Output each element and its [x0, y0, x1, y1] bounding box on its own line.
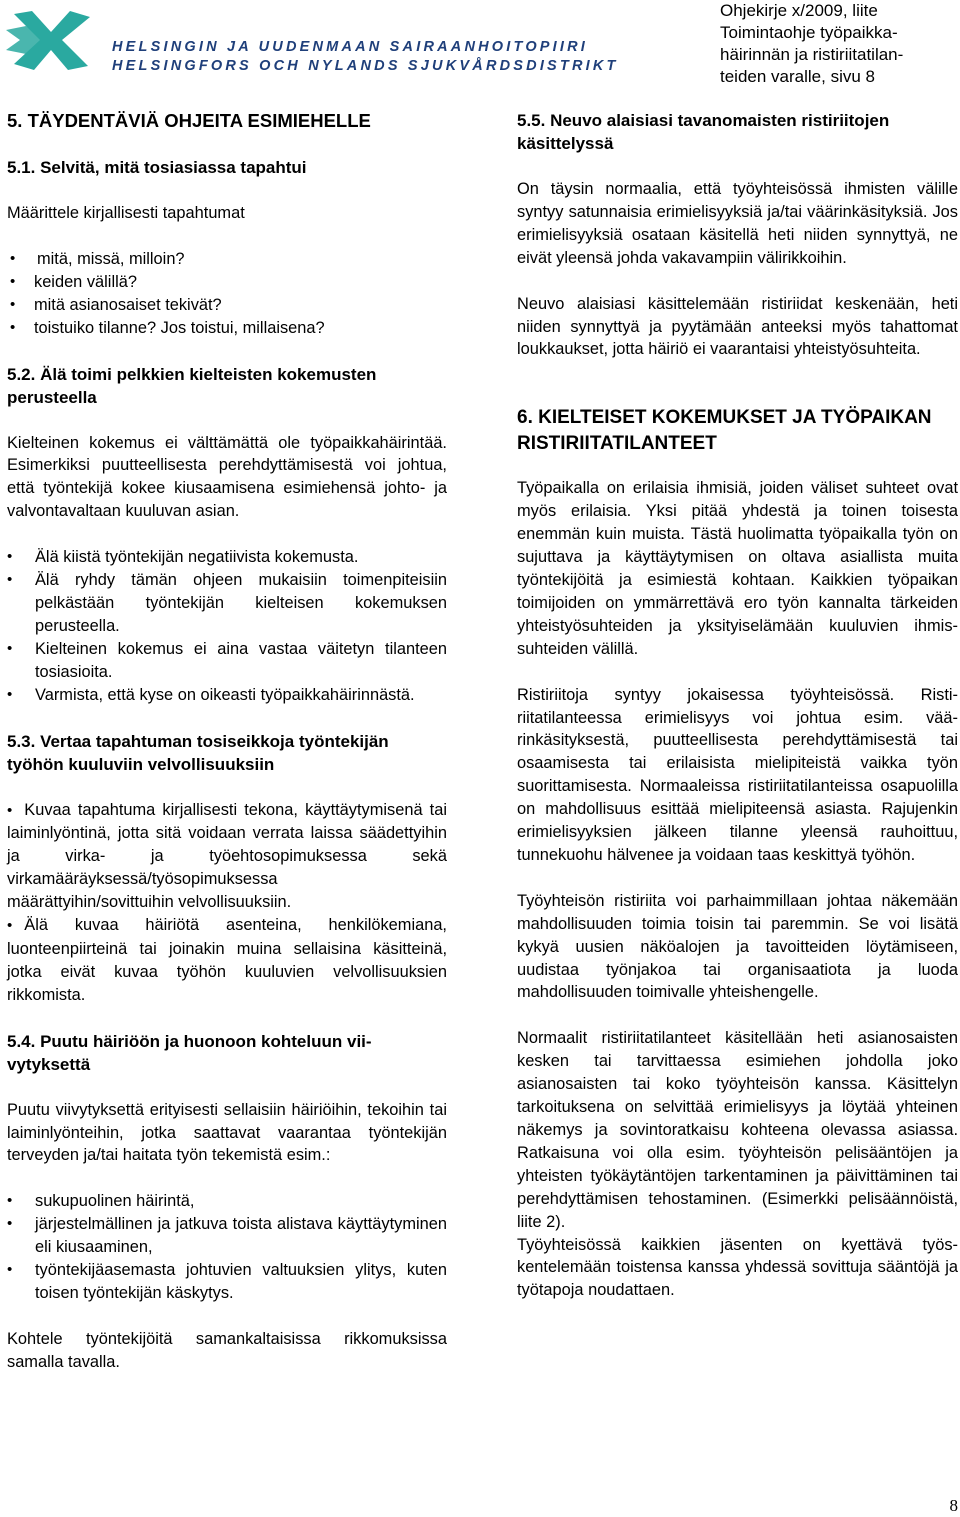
bullet-icon: •	[7, 801, 13, 819]
list-item: • sukupuolinen häirintä,	[7, 1190, 447, 1213]
left-column	[7, 109, 447, 1397]
section-5-2-list	[7, 546, 447, 706]
section-5-1-heading: 5.1. Selvitä, mitä tosiasiassa tapahtui	[7, 158, 307, 177]
section-5-5-paragraph: On täysin normaalia, että työyhteisössä ihmisten välille syntyy satunnaisia erimielisyyksiä ja/tai väärinkäsityksiä. Jos erimielisyyksiä osataan käsitellä heti niiden synnyttyä, ne eivät yleensä johda vakavampiin välirikkoihin.	[517, 180, 958, 267]
list-item: • keiden välillä?	[10, 271, 447, 294]
bullet-icon: •	[7, 917, 13, 935]
list-item-text: Kuvaa tapahtuma kirjallisesti tekona, käyttäytymisenä tai laiminlyöntinä, jotta sitä voidaan verrata laissa säädettyihin ja virka- ja työehtosopimuksessa sekä virkamääräyksessä/työsopimuksessa määrättyihin/sovittuihin velvollisuuksiin.	[7, 800, 447, 912]
list-item: • mitä, missä, milloin?	[10, 248, 447, 271]
organization-name	[112, 38, 619, 76]
docref-line: teiden varalle, sivu 8	[720, 67, 875, 86]
list-item: • Älä kiistä työntekijän negatiivista kokemusta.	[7, 546, 447, 569]
right-column	[517, 109, 958, 1325]
list-item: • mitä asianosaiset tekivät?	[10, 294, 447, 317]
list-item: • Älä ryhdy tämän ohjeen mukaisiin toimenpiteisiin pelkästään työntekijän kielteisen kokemuksen perusteella.	[7, 569, 447, 638]
list-item: • Varmista, että kyse on oikeasti työpaikkahäirinnästä.	[7, 684, 447, 707]
page-number: 8	[949, 1496, 958, 1515]
section-5-5-paragraph: Neuvo alaisiasi käsittelemään ristiriidat keskenään, heti niiden synnyttyä ja pyytämään anteeksi myös tahattomat loukkaukset, jotta häiriö ei vaarantaisi yhteistyösuhteita.	[517, 294, 958, 359]
org-name-sv: HELSINGFORS OCH NYLANDS SJUKVÅRDSDISTRIKT	[112, 58, 619, 74]
docref-line: Toimintaohje työpaikka-	[720, 23, 898, 42]
list-item: • työntekijäasemasta johtuvien valtuuksien ylitys, kuten toisen työntekijän käskytys.	[7, 1259, 447, 1305]
list-item: • Kielteinen kokemus ei aina vastaa väitetyn tilanteen tosiasioita.	[7, 638, 447, 684]
section-5-heading: 5. TÄYDENTÄVIÄ OHJEITA ESIMIEHELLE	[7, 110, 371, 131]
section-5-3-heading: 5.3. Vertaa tapahtuman tosiseikkoja työntekijän työhön kuuluviin velvollisuuksiin	[7, 731, 389, 774]
section-5-4-list	[7, 1190, 447, 1305]
section-5-4-heading: 5.4. Puutu häiriöön ja huonoon kohteluun viivytyksettä	[7, 1031, 372, 1074]
list-item	[7, 799, 447, 915]
section-6-paragraph: Työyhteisön ristiriita voi parhaimmillaan johtaa näkemään mahdollisuuden toimia toisin tai paremmin. Se voi lisätä kykyä uusien näköalojen ja tavoitteiden löytämiseen, uudistaa työnjakoa tai organisaatiota ja luoda mahdollisuuden toimivalle yhteishengelle.	[517, 891, 958, 1002]
section-5-4-closing: Kohtele työntekijöitä samankaltaisissa rikkomuksissa samalla tavalla.	[7, 1329, 447, 1371]
section-6-heading: 6. KIELTEISET KOKEMUKSET JA TYÖPAIKAN RISTIRIITATILANTEET	[517, 407, 932, 455]
section-5-1-intro: Määrittele kirjallisesti tapahtumat	[7, 204, 245, 222]
section-6-paragraph: Normaalit ristiriitatilanteet käsitellään heti asianosaisten kesken tai tarvittaessa esimiehen johdolla joko asianosaisten tai koko työyhteisön kanssa. Käsittelyn tarkoituksena on selvittää erimielisyys ja löytää yhteinen näkemys ja sovintoratkaisu kohteena olevassa asiassa. Ratkaisuna voi olla esim. työyhteisön pelisääntöjen ja yhteisten työkäytäntöjen tarkentaminen ja päivittäminen tai perehdyttämisen tehostaminen. (Esimerkki pelisäännöistä, liite 2).	[517, 1029, 958, 1231]
org-name-fi: HELSINGIN JA UUDENMAAN SAIRAANHOITOPIIRI	[112, 39, 589, 55]
docref-line: Ohjekirje x/2009, liite	[720, 1, 878, 20]
document-reference	[720, 0, 903, 88]
section-5-1-list	[10, 248, 447, 340]
list-item-text: Älä kuvaa häiriötä asenteina, henkilökemiana, luonteenpiirteinä tai joinakin muina sellaisina käsitteinä, jotka eivät kuvaa työhön kuuluvien velvollisuuksien rikkomista.	[7, 916, 447, 1004]
section-6-paragraph: Työpaikalla on erilaisia ihmisiä, joiden väliset suhteet ovat myös erilaisia. Yksi pitää yhdestä ja toinen toisesta enemmän kuin muista. Tästä huolimatta työpaikalla työn on sujuttava ja käyttäytymisen on oltava asiallista muita työntekijöitä ja esimiestä kohtaan. Kaikkien työpaikan toimijoiden on ymmärrettävä ero työn kannalta tärkeiden yhteistyösuhteiden ja yksityiselämään kuuluvien ihmissuhteiden välillä.	[517, 479, 958, 658]
list-item: • järjestelmällinen ja jatkuva toista alistava käyttäytyminen eli kiusaaminen,	[7, 1213, 447, 1259]
section-5-3-list	[7, 799, 447, 1007]
docref-line: häirinnän ja ristiriitatilan-	[720, 45, 904, 64]
section-5-2-heading: 5.2. Älä toimi pelkkien kielteisten kokemusten perusteella	[7, 364, 377, 407]
section-6-paragraph: Työyhteisössä kaikkien jäsenten on kyettävä työskentelemään toistensa kanssa yhdessä sovittuja sääntöjä ja työtapoja noudattaen.	[517, 1235, 958, 1300]
section-5-5-heading: 5.5. Neuvo alaisiasi tavanomaisten ristiriitojen käsittelyssä	[517, 111, 890, 153]
list-item: • toistuiko tilanne? Jos toistui, millaisena?	[10, 317, 447, 340]
list-item	[7, 914, 447, 1007]
section-6-paragraph: Ristiriitoja syntyy jokaisessa työyhteisössä. Ristiriitatilanteessa erimielisyys voi johtua esim. väärinkäsityksestä, puutteellisesta perehdyttämisestä tai osaamisesta tai erilaisista mielipiteistä vaikka työn suorittamisesta. Normaaleissa ristiriitatilanteissa osapuolilla on mahdollisuus esittää mielipiteensä asiasta. Rajujenkin erimielisyyksien jälkeen tilanne yleensä rauhoittuu, tunnekuohu hälvenee ja voidaan taas keskittyä työhön.	[517, 685, 958, 864]
hus-logo-icon	[6, 8, 96, 72]
section-5-4-paragraph: Puutu viivytyksettä erityisesti sellaisiin häiriöihin, tekoihin tai laiminlyönteihin, jotka saattavat vaarantaa työntekijän terveyden ja/tai haitata työn tekemistä esim.:	[7, 1100, 447, 1165]
section-5-2-paragraph: Kielteinen kokemus ei välttämättä ole työpaikkahäirintää. Esimerkiksi puutteellisesta perehdyttämisestä voi johtua, että työntekijä kokee kiusaamisena esimiehensä johto- ja valvontavaltaan kuuluvan asian.	[7, 433, 447, 521]
